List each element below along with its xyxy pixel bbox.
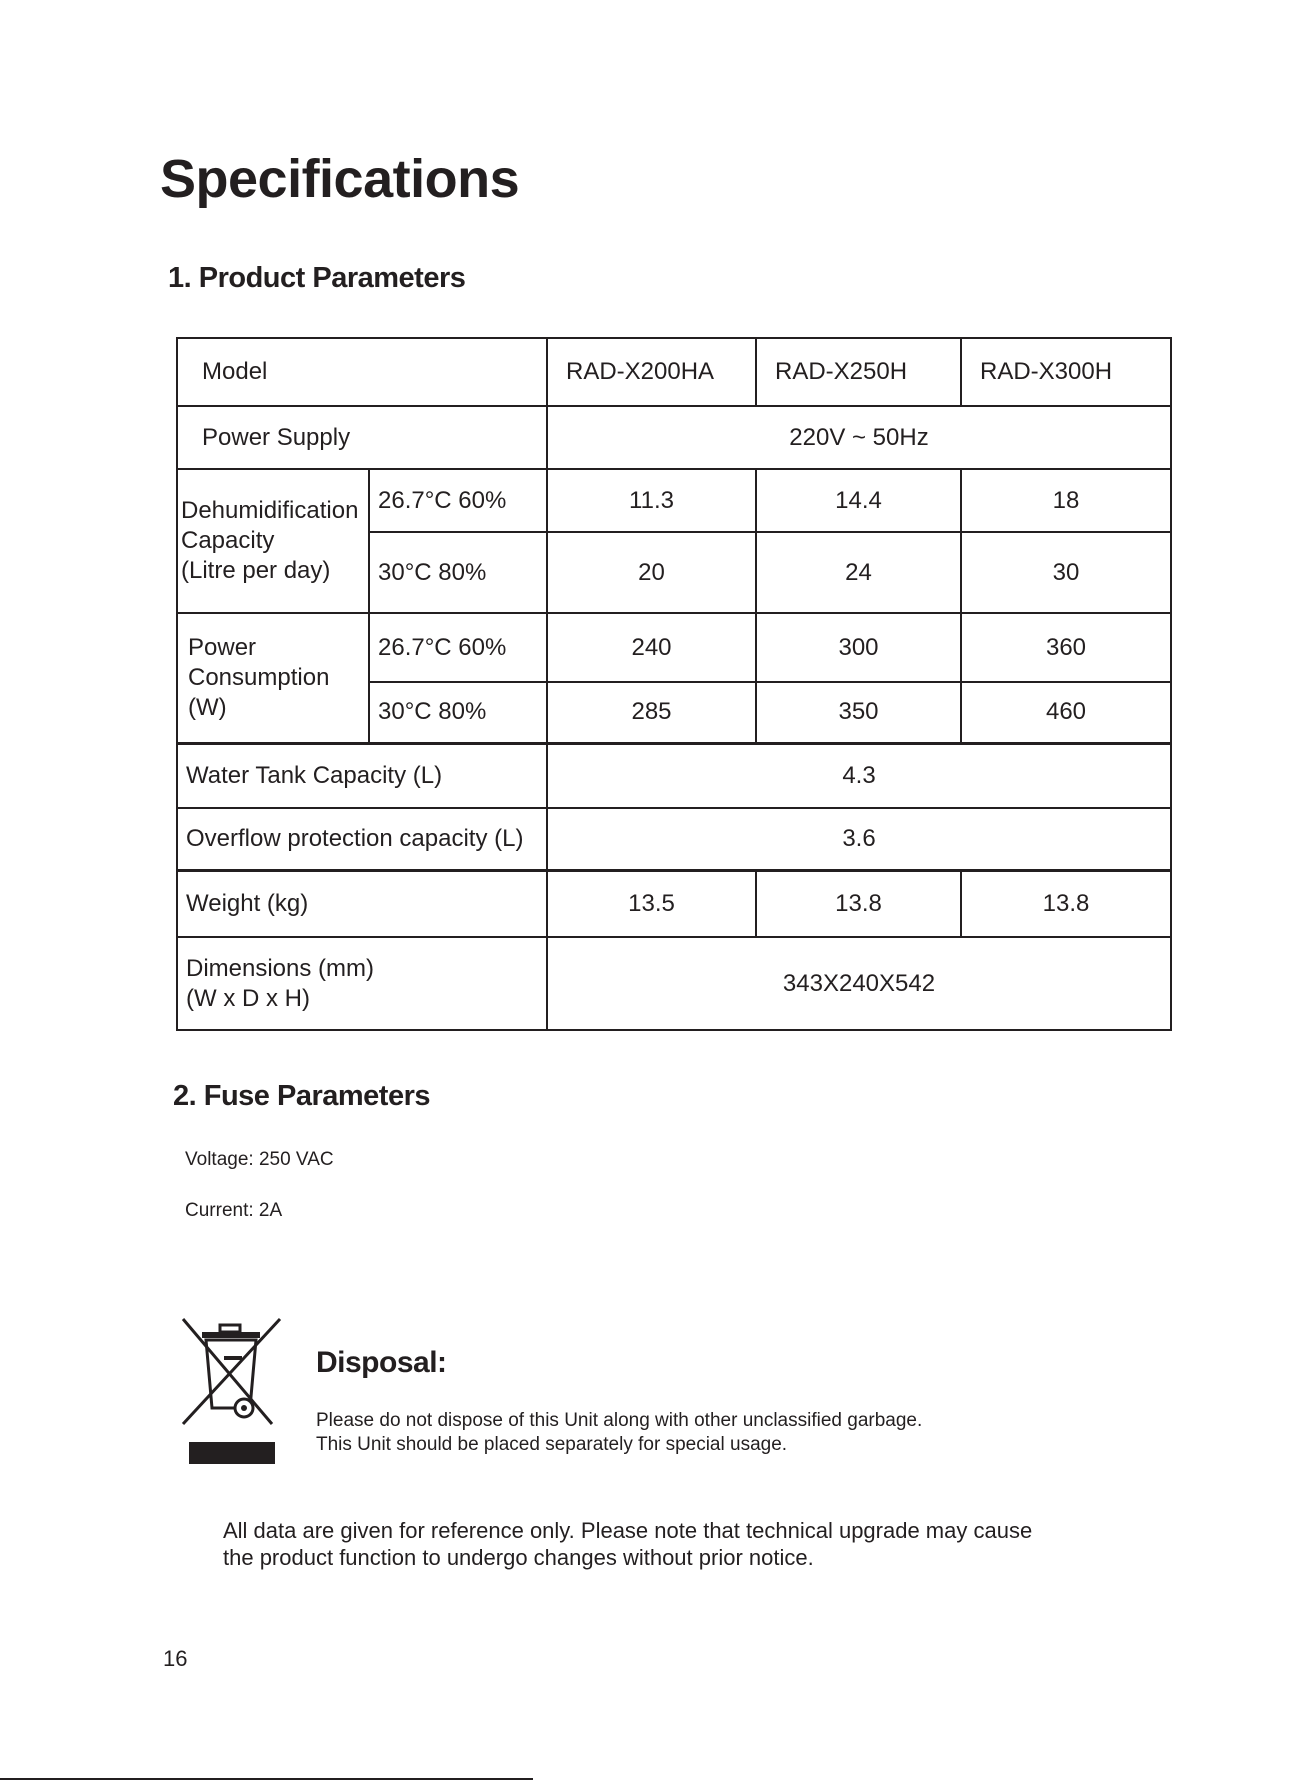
table-row-dehumidification-1 [177, 469, 1171, 532]
power-consumption-condition-1: 26.7°C 60% [369, 613, 547, 682]
dehumidification-label-line-1: Dehumidification [181, 497, 359, 524]
weight-label: Weight (kg) [177, 870, 547, 937]
power-consumption-label-line-1: Power [188, 633, 257, 661]
product-parameters-table [176, 337, 1172, 1031]
table-row-overflow [177, 808, 1171, 870]
overflow-label: Overflow protection capacity (L) [177, 808, 547, 870]
model-name-2: RAD-X250H [756, 338, 961, 406]
page-number: 16 [163, 1646, 188, 1671]
dehumidification-value-2-2: 24 [756, 532, 961, 613]
dehumidification-label [177, 469, 369, 613]
dimensions-label-line-2: (W x D x H) [186, 984, 310, 1012]
reference-note-line-2: the product function to undergo changes without prior notice. [223, 1545, 814, 1570]
model-label: Model [177, 338, 547, 406]
power-consumption-value-1-3: 360 [961, 613, 1171, 682]
power-consumption-condition-2: 30°C 80% [369, 682, 547, 743]
power-consumption-value-1-2: 300 [756, 613, 961, 682]
dehumidification-value-2-1: 20 [547, 532, 756, 613]
power-consumption-label-line-2: Consumption [188, 663, 330, 691]
power-consumption-value-2-2: 350 [756, 682, 961, 743]
table-row-model [177, 338, 1171, 406]
dehumidification-label-line-3: (Litre per day) [181, 557, 331, 584]
disposal-line-2: This Unit should be placed separately for special usage. [316, 1434, 788, 1455]
power-supply-label: Power Supply [177, 406, 547, 469]
power-consumption-label [177, 613, 369, 743]
model-name-1: RAD-X200HA [547, 338, 756, 406]
dehumidification-condition-1: 26.7°C 60% [369, 469, 547, 532]
power-consumption-label-line-3: (W) [188, 693, 227, 721]
power-consumption-value-2-3: 460 [961, 682, 1171, 743]
water-tank-value: 4.3 [547, 743, 1171, 808]
bottom-rule [0, 1778, 533, 1780]
table-row-weight [177, 870, 1171, 937]
section-title-product-parameters: 1. Product Parameters [168, 262, 466, 294]
fuse-current: Current: 2A [185, 1200, 283, 1221]
dehumidification-value-2-3: 30 [961, 532, 1171, 613]
dimensions-label [177, 937, 547, 1030]
fuse-voltage: Voltage: 250 VAC [185, 1149, 334, 1170]
table-row-power-consumption-1 [177, 613, 1171, 682]
disposal-line-1: Please do not dispose of this Unit along with other unclassified garbage. [316, 1410, 923, 1431]
table-row-dimensions [177, 937, 1171, 1030]
power-supply-value: 220V ~ 50Hz [547, 406, 1171, 469]
dehumidification-value-1-1: 11.3 [547, 469, 756, 532]
overflow-value: 3.6 [547, 808, 1171, 870]
dimensions-label-line-1: Dimensions (mm) [186, 954, 375, 982]
water-tank-label: Water Tank Capacity (L) [177, 743, 547, 808]
dimensions-value: 343X240X542 [547, 937, 1171, 1030]
weight-value-3: 13.8 [961, 870, 1171, 937]
weight-value-2: 13.8 [756, 870, 961, 937]
dehumidification-value-1-3: 18 [961, 469, 1171, 532]
table-row-power-supply [177, 406, 1171, 469]
weight-value-1: 13.5 [547, 870, 756, 937]
table-row-water-tank [177, 743, 1171, 808]
dehumidification-value-1-2: 14.4 [756, 469, 961, 532]
disposal-title: Disposal: [316, 1346, 447, 1379]
reference-note-line-1: All data are given for reference only. Please note that technical upgrade may cause [223, 1518, 1033, 1543]
crossed-out-wheelie-bin-icon [180, 1316, 282, 1466]
dehumidification-condition-2: 30°C 80% [369, 532, 547, 613]
power-consumption-value-2-1: 285 [547, 682, 756, 743]
power-consumption-value-1-1: 240 [547, 613, 756, 682]
model-name-3: RAD-X300H [961, 338, 1171, 406]
page-title: Specifications [160, 149, 520, 209]
dehumidification-label-line-2: Capacity [181, 527, 275, 554]
section-title-fuse-parameters: 2. Fuse Parameters [173, 1080, 430, 1112]
